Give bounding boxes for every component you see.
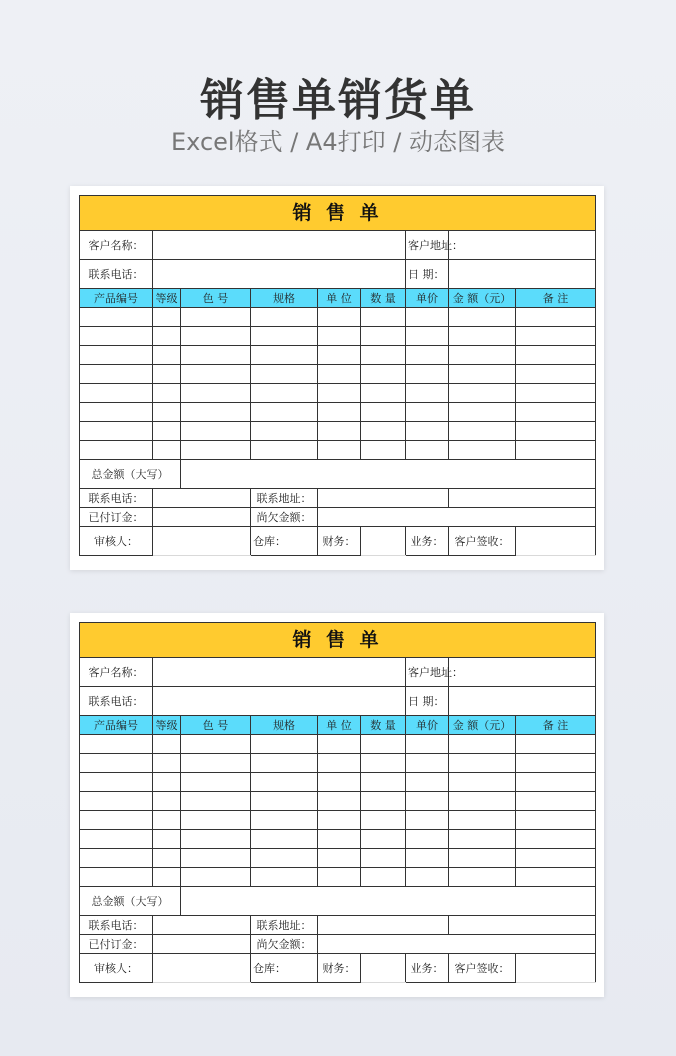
warehouse-label [251,954,318,983]
table-cell[interactable] [361,849,406,868]
table-row [80,868,596,887]
form-title [80,196,596,231]
sales-label [406,527,449,556]
total-label: 总金额（大写） [91,467,169,481]
table-cell[interactable] [449,346,516,365]
table-cell[interactable] [361,830,406,849]
phone-label: 联系电话： [88,267,144,281]
owed-amount-label [251,508,318,527]
contact-address-field[interactable] [318,916,449,935]
table-cell[interactable] [80,830,153,849]
table-cell[interactable] [181,384,251,403]
table-cell[interactable] [449,849,516,868]
column-header [80,289,153,308]
table-cell[interactable] [251,365,318,384]
table-cell[interactable] [449,735,516,754]
table-cell[interactable] [318,384,361,403]
finance-label [318,527,361,556]
phone-label [80,260,153,289]
table-cell[interactable] [80,754,153,773]
table-cell[interactable] [361,422,406,441]
customer-address-field[interactable] [449,658,596,687]
table-cell[interactable] [251,830,318,849]
table-row [80,773,596,792]
finance-label: 财务： [322,961,356,975]
table-cell[interactable] [449,754,516,773]
contact-address-label [251,916,318,935]
table-cell[interactable] [449,441,516,460]
table-row [80,422,596,441]
table-cell[interactable] [318,830,361,849]
table-cell[interactable] [406,403,449,422]
customer-address-field[interactable] [449,231,596,260]
contact-extra-field[interactable] [449,916,596,935]
column-header-label: 金 额（元） [452,718,512,732]
table-cell[interactable] [153,365,181,384]
contact-extra-field[interactable] [449,489,596,508]
table-row [80,792,596,811]
column-header-label: 规格 [273,718,295,732]
table-cell[interactable] [361,735,406,754]
table-cell[interactable] [318,849,361,868]
table-cell[interactable] [318,308,361,327]
owed-label: 尚欠金额： [256,510,312,524]
warehouse-label: 仓库： [253,961,286,975]
date-label [406,687,449,716]
column-header [406,716,449,735]
table-row [80,308,596,327]
table-cell[interactable] [181,868,251,887]
table-cell[interactable] [361,792,406,811]
sales-label [406,954,449,983]
column-header [318,716,361,735]
finance-field[interactable] [361,954,406,983]
table-cell[interactable] [153,384,181,403]
table-cell[interactable] [516,403,596,422]
table-cell[interactable] [449,811,516,830]
total-amount-label [80,887,181,916]
table-cell[interactable] [181,849,251,868]
warehouse-label: 仓库： [253,534,286,548]
phone-field[interactable] [153,687,406,716]
date-field[interactable] [449,260,596,289]
column-header [153,716,181,735]
table-cell[interactable] [153,441,181,460]
signature-label: 客户签收： [454,961,510,975]
table-cell[interactable] [516,441,596,460]
column-header-label: 产品编号 [94,291,138,305]
table-cell[interactable] [153,773,181,792]
table-row [80,441,596,460]
table-cell[interactable] [318,773,361,792]
table-cell[interactable] [80,403,153,422]
column-header-label: 单价 [416,718,438,732]
table-cell[interactable] [516,868,596,887]
table-cell[interactable] [516,346,596,365]
table-cell[interactable] [181,327,251,346]
column-header [449,289,516,308]
reviewer-field[interactable] [153,954,251,983]
table-cell[interactable] [181,735,251,754]
sales-form-table [79,622,596,983]
table-row [80,754,596,773]
table-cell[interactable] [318,346,361,365]
reviewer-label [80,954,153,983]
table-cell[interactable] [449,327,516,346]
sales-label: 业务： [410,961,444,975]
owed-amount-field[interactable] [318,508,596,527]
date-label [406,260,449,289]
table-cell[interactable] [318,754,361,773]
table-cell[interactable] [181,365,251,384]
table-cell[interactable] [80,327,153,346]
table-cell[interactable] [516,754,596,773]
table-cell[interactable] [153,792,181,811]
table-cell[interactable] [449,830,516,849]
table-row [80,403,596,422]
column-header-label: 单 位 [326,291,352,305]
date-field[interactable] [449,687,596,716]
table-cell[interactable] [251,403,318,422]
column-header-label: 等级 [155,718,178,732]
customer-name-field[interactable] [153,658,406,687]
column-header [361,716,406,735]
table-cell[interactable] [318,365,361,384]
column-header-label: 数 量 [370,718,396,732]
table-cell[interactable] [516,422,596,441]
total-amount-field[interactable] [181,887,596,916]
column-header-label: 产品编号 [94,718,138,732]
contact-address-label: 联系地址： [256,491,312,505]
table-cell[interactable] [406,849,449,868]
table-cell[interactable] [406,754,449,773]
finance-label [318,954,361,983]
table-cell[interactable] [318,441,361,460]
table-cell[interactable] [153,422,181,441]
table-cell[interactable] [516,365,596,384]
table-cell[interactable] [361,384,406,403]
table-cell[interactable] [406,346,449,365]
column-header [80,716,153,735]
table-cell[interactable] [181,346,251,365]
column-header-label: 金 额（元） [452,291,512,305]
table-cell[interactable] [181,403,251,422]
table-cell[interactable] [318,422,361,441]
table-cell[interactable] [406,308,449,327]
table-cell[interactable] [449,773,516,792]
column-header [181,716,251,735]
table-cell[interactable] [251,754,318,773]
table-cell[interactable] [361,811,406,830]
paid-deposit-field[interactable] [153,935,251,954]
table-cell[interactable] [449,403,516,422]
table-cell[interactable] [406,422,449,441]
contact-phone-field[interactable] [153,489,251,508]
table-cell[interactable] [449,365,516,384]
table-cell[interactable] [80,441,153,460]
table-cell[interactable] [80,384,153,403]
column-header [251,289,318,308]
signature-label: 客户签收： [454,534,510,548]
sales-form-sheet-2 [70,613,604,997]
table-cell[interactable] [80,735,153,754]
table-cell[interactable] [251,811,318,830]
table-cell[interactable] [516,384,596,403]
customer-label: 客户名称： [88,238,144,252]
table-cell[interactable] [406,384,449,403]
table-cell[interactable] [153,868,181,887]
table-cell[interactable] [80,849,153,868]
table-cell[interactable] [153,308,181,327]
column-header-label: 备 注 [542,291,569,305]
paid-deposit-label [80,508,153,527]
table-cell[interactable] [516,811,596,830]
table-cell[interactable] [406,792,449,811]
table-cell[interactable] [80,365,153,384]
table-cell[interactable] [449,868,516,887]
sales-label: 业务： [410,534,444,548]
customer-name-label [80,658,153,687]
column-header [516,716,596,735]
table-cell[interactable] [516,830,596,849]
contact-phone-label [80,489,153,508]
address-label: 客户地址： [408,665,463,679]
table-row [80,830,596,849]
table-row [80,327,596,346]
column-header [181,289,251,308]
table-cell[interactable] [80,811,153,830]
signature-label [449,954,516,983]
total-label: 总金额（大写） [91,894,169,908]
table-cell[interactable] [251,308,318,327]
table-cell[interactable] [251,327,318,346]
table-cell[interactable] [406,868,449,887]
phone-field[interactable] [153,260,406,289]
signature-field[interactable] [516,954,596,983]
table-cell[interactable] [318,403,361,422]
table-cell[interactable] [361,365,406,384]
table-cell[interactable] [406,735,449,754]
table-cell[interactable] [449,384,516,403]
table-cell[interactable] [251,384,318,403]
table-cell[interactable] [516,773,596,792]
column-header-label: 色 号 [202,291,229,305]
column-header-label: 数 量 [370,291,396,305]
table-cell[interactable] [181,792,251,811]
table-cell[interactable] [449,308,516,327]
table-cell[interactable] [318,735,361,754]
table-cell[interactable] [80,792,153,811]
table-cell[interactable] [318,327,361,346]
finance-field[interactable] [361,527,406,556]
paid-deposit-label [80,935,153,954]
table-cell[interactable] [153,754,181,773]
table-cell[interactable] [516,308,596,327]
column-header-label: 单价 [416,291,438,305]
sales-form-table [79,195,596,556]
contact-address-label [251,489,318,508]
address-label: 客户地址： [408,238,463,252]
contact-phone-label: 联系电话： [88,491,144,505]
table-cell[interactable] [251,735,318,754]
column-header [516,289,596,308]
page-title: 销售单销货单 [200,75,476,126]
table-cell[interactable] [361,308,406,327]
column-header-label: 等级 [155,291,178,305]
customer-address-label [406,231,463,260]
table-cell[interactable] [80,868,153,887]
table-cell[interactable] [251,441,318,460]
owed-amount-label [251,935,318,954]
paid-deposit-field[interactable] [153,508,251,527]
table-cell[interactable] [406,327,449,346]
table-cell[interactable] [181,811,251,830]
column-header [361,289,406,308]
customer-address-label [406,658,463,687]
column-header [318,289,361,308]
title: 销 售 单 [292,628,383,651]
table-cell[interactable] [406,830,449,849]
table-cell[interactable] [449,792,516,811]
contact-phone-label: 联系电话： [88,918,144,932]
phone-label [80,687,153,716]
column-header-label: 色 号 [202,718,229,732]
customer-label: 客户名称： [88,665,144,679]
reviewer-label: 审核人： [94,534,138,548]
table-row [80,849,596,868]
table-cell[interactable] [318,868,361,887]
table-cell[interactable] [251,792,318,811]
date-label: 日 期： [408,267,445,281]
owed-amount-field[interactable] [318,935,596,954]
table-cell[interactable] [153,327,181,346]
table-cell[interactable] [251,422,318,441]
table-cell[interactable] [406,365,449,384]
table-row [80,365,596,384]
table-cell[interactable] [181,308,251,327]
title: 销 售 单 [292,201,383,224]
table-cell[interactable] [318,811,361,830]
table-cell[interactable] [361,868,406,887]
table-cell[interactable] [449,422,516,441]
table-cell[interactable] [361,441,406,460]
signature-label [449,527,516,556]
table-cell[interactable] [181,441,251,460]
contact-address-field[interactable] [318,489,449,508]
customer-name-label [80,231,153,260]
table-cell[interactable] [516,792,596,811]
table-cell[interactable] [361,346,406,365]
table-cell[interactable] [361,327,406,346]
table-cell[interactable] [361,754,406,773]
reviewer-label: 审核人： [94,961,138,975]
paid-label: 已付订金： [88,937,144,951]
table-cell[interactable] [181,773,251,792]
table-cell[interactable] [251,849,318,868]
table-cell[interactable] [406,441,449,460]
table-cell[interactable] [406,811,449,830]
table-cell[interactable] [251,346,318,365]
table-cell[interactable] [181,830,251,849]
owed-label: 尚欠金额： [256,937,312,951]
table-row [80,346,596,365]
signature-field[interactable] [516,527,596,556]
table-cell[interactable] [153,849,181,868]
column-header-label: 规格 [273,291,295,305]
table-cell[interactable] [80,308,153,327]
table-cell[interactable] [318,792,361,811]
table-cell[interactable] [361,773,406,792]
table-cell[interactable] [251,773,318,792]
contact-phone-label [80,916,153,935]
table-cell[interactable] [153,346,181,365]
table-row [80,735,596,754]
contact-phone-field[interactable] [153,916,251,935]
table-cell[interactable] [251,868,318,887]
paid-label: 已付订金： [88,510,144,524]
column-header [449,716,516,735]
page-subtitle: Excel格式 / A4打印 / 动态图表 [171,128,505,156]
customer-name-field[interactable] [153,231,406,260]
table-cell[interactable] [406,773,449,792]
table-cell[interactable] [153,403,181,422]
finance-label: 财务： [322,534,356,548]
column-header [406,289,449,308]
table-cell[interactable] [153,830,181,849]
warehouse-label [251,527,318,556]
phone-label: 联系电话： [88,694,144,708]
table-row [80,384,596,403]
table-cell[interactable] [153,811,181,830]
date-label: 日 期： [408,694,445,708]
table-cell[interactable] [153,735,181,754]
table-row [80,811,596,830]
table-cell[interactable] [516,327,596,346]
table-cell[interactable] [516,735,596,754]
table-cell[interactable] [361,403,406,422]
table-cell[interactable] [80,422,153,441]
table-cell[interactable] [181,754,251,773]
table-cell[interactable] [181,422,251,441]
sales-form-sheet-1 [70,186,604,570]
total-amount-field[interactable] [181,460,596,489]
table-cell[interactable] [80,346,153,365]
column-header-label: 备 注 [542,718,569,732]
column-header [251,716,318,735]
total-amount-label [80,460,181,489]
reviewer-field[interactable] [153,527,251,556]
contact-address-label: 联系地址： [256,918,312,932]
table-cell[interactable] [516,849,596,868]
table-cell[interactable] [80,773,153,792]
column-header-label: 单 位 [326,718,352,732]
reviewer-label [80,527,153,556]
column-header [153,289,181,308]
form-title [80,623,596,658]
